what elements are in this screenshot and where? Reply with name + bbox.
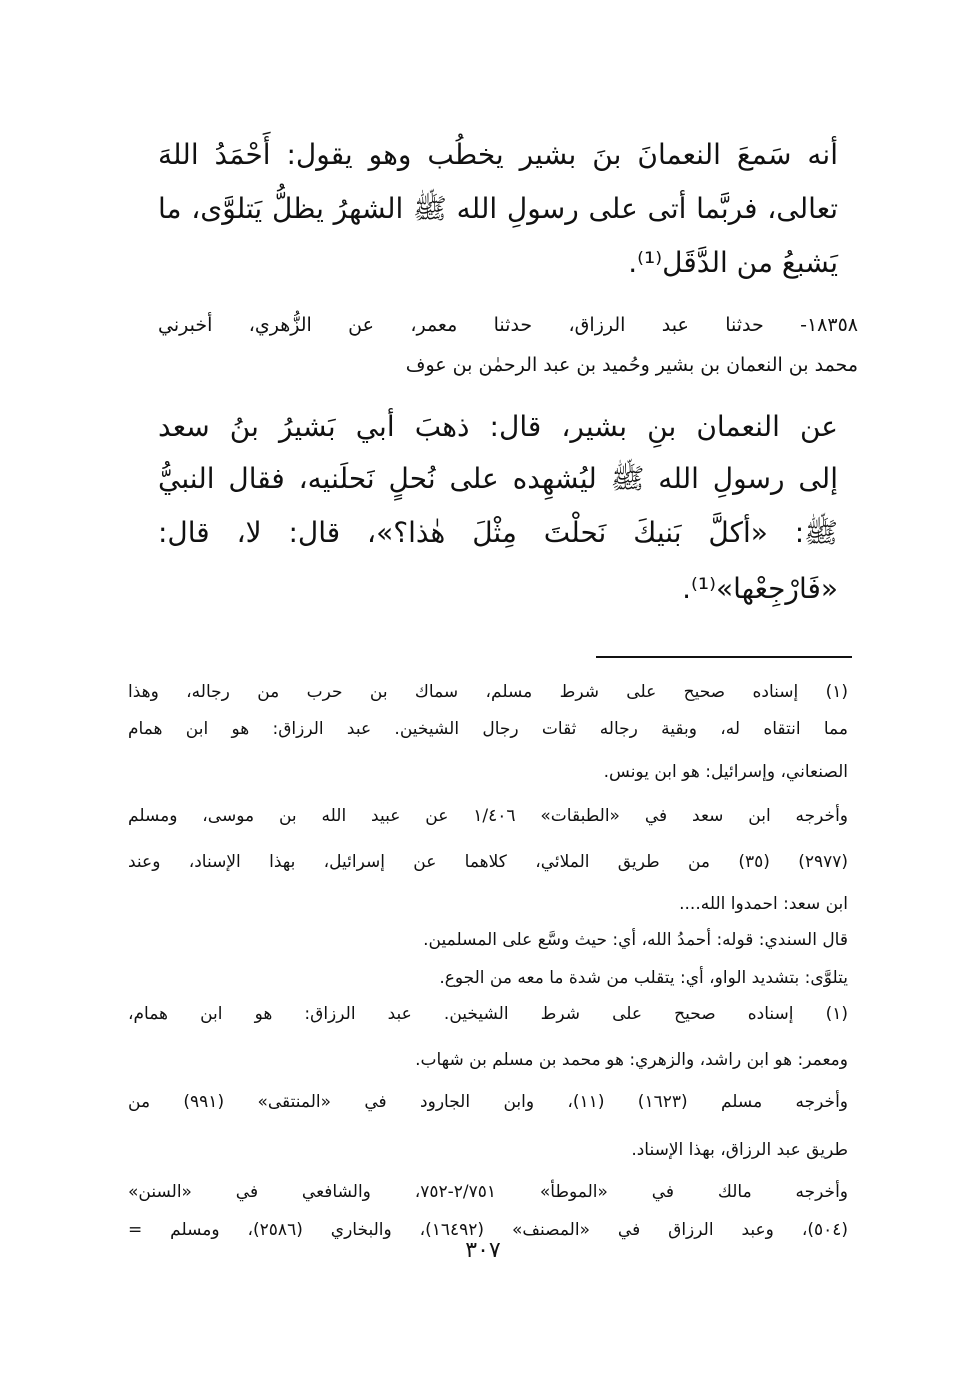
hadith-1358-matn-line-4: «فَارْجِعْها»⁽¹⁾. bbox=[682, 572, 838, 605]
footnote-line-7: قال السندي: قوله: أحمدُ الله، أي: حيث وسَّع على المسلمين. bbox=[423, 930, 848, 950]
footnote-line-12: طريق عبد الرزاق، بهذا الإسناد. bbox=[631, 1140, 848, 1160]
footnote-separator bbox=[596, 656, 852, 658]
hadith-1358-isnad-line-2: محمد بن النعمان بن بشير وحُميد بن عبد الرحمٰن بن عوف bbox=[405, 354, 858, 376]
footnote-line-6: ابن سعد: احمدوا الله.... bbox=[679, 894, 848, 914]
footnote-line-8: يتلوَّى: بتشديد الواو، أي: يتقلب من شدة ما معه من الجوع. bbox=[439, 968, 848, 988]
footnote-line-1: (١) إسناده صحيح على شرط مسلم، سماك بن حرب من رجاله، وهذا bbox=[128, 682, 848, 702]
footnote-line-5: (٢٩٧٧) (٣٥) من طريق الملائي، كلاهما عن إسرائيل، بهذا الإسناد، وعند bbox=[128, 852, 848, 872]
hadith-1357-line-2: تعالى، فربَّما أتى على رسولِ الله ﷺ الشهرُ يظلُّ يَتلوَّى، ما bbox=[158, 192, 838, 225]
hadith-1357-line-3: يَشبعُ من الدَّقَل⁽¹⁾. bbox=[628, 246, 838, 279]
footnote-line-11: وأخرجه مسلم (١٦٢٣) (١١)، وابن الجارود في «المنتقى» (٩٩١) من bbox=[128, 1092, 849, 1112]
page-number: ٣٠٧ bbox=[465, 1238, 501, 1263]
footnote-line-14: (٥٠٤)، وعبد الرزاق في «المصنف» (١٦٤٩٢)، والبخاري (٢٥٨٦)، ومسلم = bbox=[128, 1220, 848, 1240]
hadith-1358-matn-line-3: ﷺ: «أكلَّ بَنيكَ نَحلْتَ مِثْلَ هٰذا؟»، قال: لا، قال: bbox=[158, 516, 838, 549]
footnote-line-9: (١) إسناده صحيح على شرط الشيخين. عبد الرزاق: هو ابن همام، bbox=[128, 1004, 848, 1024]
footnote-line-2: مما انتقاه له، وبقية رجاله ثقات رجال الشيخين. عبد الرزاق: هو ابن همام bbox=[128, 719, 848, 739]
hadith-1358-matn-line-2: إلى رسولِ الله ﷺ ليُشهِده على نُحلٍ نَحلَنيه، فقال النبيُّ bbox=[158, 462, 838, 495]
footnote-line-3: الصنعاني، وإسرائيل: هو ابن يونس. bbox=[603, 762, 848, 782]
hadith-1357-line-1: أنه سَمعَ النعمانَ بنَ بشير يخطُب وهو يقول: أَحْمَدُ اللهَ bbox=[158, 138, 838, 171]
footnote-line-10: ومعمر: هو ابن راشد، والزهري: هو محمد بن مسلم بن شهاب. bbox=[415, 1050, 848, 1070]
hadith-1358-matn-line-1: عن النعمان بنِ بشير، قال: ذهبَ أبي بَشيرُ بنُ سعد bbox=[158, 410, 838, 443]
hadith-1358-isnad-line-1: ١٨٣٥٨- حدثنا عبد الرزاق، حدثنا معمر، عن الزُّهري، أخبرني bbox=[158, 314, 858, 336]
footnote-line-4: وأخرجه ابن سعد في «الطبقات» ١/٤٠٦ عن عبيد الله بن موسى، ومسلم bbox=[128, 806, 848, 826]
footnote-line-13: وأخرجه مالك في «الموطأ» ٢/٧٥١-٧٥٢، والشافعي في «السنن» bbox=[128, 1182, 848, 1202]
